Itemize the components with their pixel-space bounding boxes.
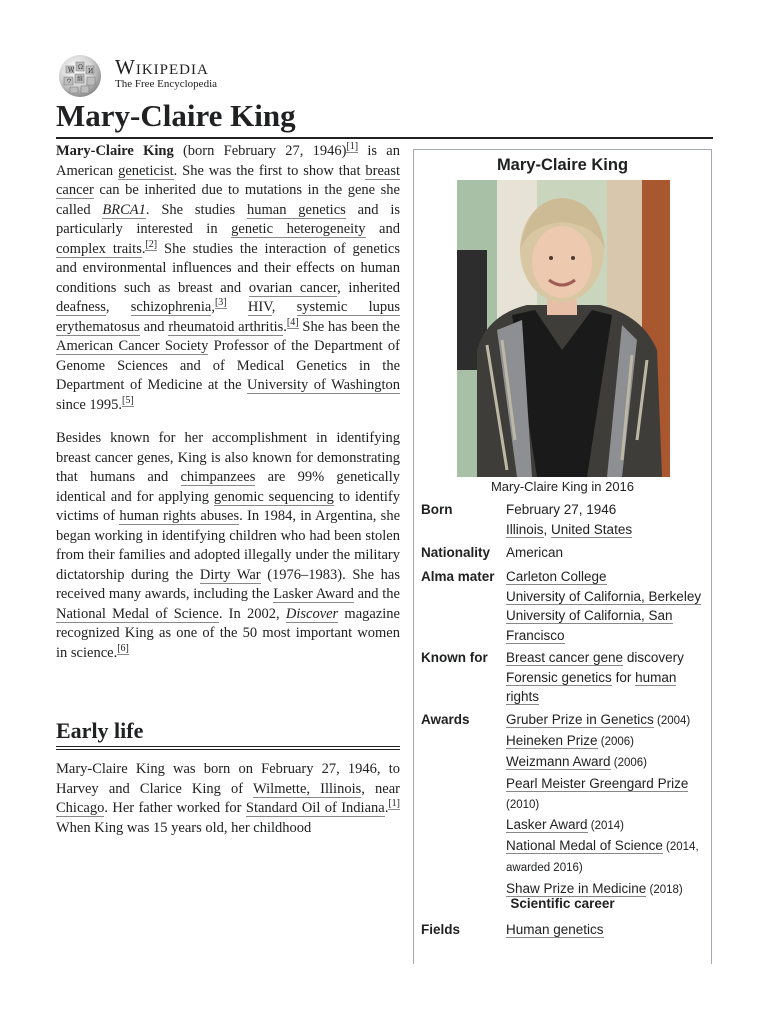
- subject-name: Mary-Claire King: [56, 143, 174, 159]
- wordmark-tagline: The Free Encyclopedia: [115, 78, 218, 90]
- reference-link[interactable]: [4]: [286, 316, 299, 328]
- section-divider: [56, 749, 400, 750]
- link-human-rights-continued[interactable]: rights: [506, 689, 540, 704]
- link-human-genetics[interactable]: human genetics: [247, 201, 346, 218]
- wikipedia-globe-logo[interactable]: [56, 54, 104, 98]
- award-year: (2014): [587, 820, 624, 833]
- award-year: (2014,: [662, 841, 699, 854]
- value-born: [506, 500, 706, 539]
- text: to identify victims of: [56, 488, 400, 524]
- reference-link[interactable]: [2]: [145, 238, 158, 250]
- link-chicago[interactable]: Chicago: [56, 800, 105, 816]
- link-human-rights[interactable]: human: [635, 669, 677, 685]
- lead-paragraph-2: [56, 429, 400, 663]
- link-gruber-prize[interactable]: Gruber Prize in Genetics: [506, 712, 654, 727]
- value-known-for: [506, 648, 706, 707]
- link-schizophrenia[interactable]: schizophrenia: [130, 299, 212, 315]
- link-lupus[interactable]: systemic lupus erythematosus: [56, 299, 401, 335]
- text: discovery: [623, 650, 684, 665]
- link-complex-traits[interactable]: complex traits: [56, 240, 142, 257]
- link-university-of-washington[interactable]: University of Washington: [247, 377, 400, 393]
- title-divider: [56, 137, 713, 139]
- reference-link[interactable]: [1]: [346, 141, 359, 153]
- infobox-subheader-scientific-career: Scientific career: [510, 896, 615, 911]
- text: She studies the interaction of genetics and environmental influences and their effects on human conditions such as breast and: [56, 240, 400, 296]
- value-nationality: American: [506, 545, 564, 560]
- reference-link[interactable]: [5]: [122, 394, 134, 406]
- label-known-for: Known for: [421, 650, 488, 665]
- link-breast-cancer[interactable]: breast cancer: [56, 162, 400, 198]
- text: and is particularly interested in: [56, 201, 400, 237]
- link-dirty-war[interactable]: Dirty War: [199, 566, 261, 583]
- birth-place: [506, 520, 706, 540]
- label-nationality: Nationality: [421, 545, 491, 560]
- portrait-image: [457, 180, 670, 477]
- text: . In 1984, in Argentina, she began working in identifying children who had been stolen from their families and adopted illegally under the military dictatorship during the: [56, 508, 401, 583]
- link-illinois[interactable]: Illinois: [506, 521, 544, 537]
- link-geneticist[interactable]: geneticist: [118, 162, 174, 179]
- award-year: (2018): [646, 883, 683, 896]
- wordmark-title: Wikipedia: [115, 55, 209, 79]
- link-heineken-prize[interactable]: Heineken Prize: [506, 733, 598, 749]
- text: (1976–1983). She has received many awards, including the: [56, 566, 401, 602]
- link-weizmann-award[interactable]: Weizmann Award: [506, 754, 611, 770]
- link-carleton-college[interactable]: Carleton College: [506, 569, 607, 584]
- reference-link[interactable]: [1]: [388, 798, 400, 810]
- link-breast-cancer-gene[interactable]: Breast cancer gene: [506, 650, 624, 665]
- text: is an American: [56, 143, 400, 179]
- infobox-title: Mary-Claire King: [496, 156, 629, 174]
- text: ,: [105, 299, 131, 315]
- link-american-cancer-society[interactable]: American Cancer Society: [56, 338, 209, 354]
- link-national-medal-of-science-infobox[interactable]: National Medal of Science: [506, 838, 663, 854]
- link-standard-oil[interactable]: Standard Oil of Indiana: [245, 800, 385, 816]
- link-lasker-award[interactable]: Lasker Award: [273, 586, 354, 602]
- link-pearl-meister-greengard-prize[interactable]: Pearl Meister Greengard Prize: [506, 775, 689, 791]
- text: and the: [353, 586, 400, 602]
- link-brca1[interactable]: BRCA1: [102, 201, 146, 218]
- link-lasker-award-infobox[interactable]: Lasker Award: [506, 817, 588, 833]
- text: .: [384, 800, 389, 816]
- value-fields: [506, 920, 706, 940]
- link-human-genetics-infobox[interactable]: Human genetics: [506, 922, 604, 937]
- link-ovarian-cancer[interactable]: ovarian cancer: [248, 279, 338, 296]
- birth-date: February 27, 1946: [506, 502, 617, 517]
- label-alma-mater: Alma mater: [421, 569, 495, 584]
- reference-link[interactable]: [6]: [117, 642, 129, 654]
- link-genomic-sequencing[interactable]: genomic sequencing: [213, 488, 334, 505]
- link-national-medal-of-science[interactable]: National Medal of Science: [56, 605, 219, 622]
- text: ,: [211, 299, 215, 315]
- award-year: awarded 2016): [506, 862, 583, 875]
- link-shaw-prize[interactable]: Shaw Prize in Medicine: [506, 880, 647, 896]
- label-awards: Awards: [421, 712, 470, 727]
- text: .: [283, 318, 287, 335]
- link-wilmette[interactable]: Wilmette, Illinois: [253, 780, 362, 797]
- value-awards: [506, 710, 706, 900]
- photo-caption: Mary-Claire King in 2016: [490, 479, 635, 494]
- svg-text:維: 維: [77, 76, 84, 83]
- text: ,: [271, 299, 297, 315]
- link-uc-berkeley[interactable]: University of California, Berkeley: [506, 588, 702, 604]
- wikipedia-wordmark[interactable]: [115, 56, 217, 91]
- award-year: (2006): [597, 736, 634, 749]
- text: magazine recognized King as one of the 50 most important women in science.: [56, 605, 400, 661]
- link-hiv[interactable]: HIV: [247, 299, 272, 315]
- text: , near: [361, 780, 400, 797]
- value-alma-mater: [506, 567, 706, 645]
- text: and: [139, 318, 169, 335]
- text: . She studies: [145, 201, 247, 218]
- svg-text:Ω: Ω: [78, 64, 83, 71]
- svg-text:ウ: ウ: [66, 78, 73, 85]
- text: and: [365, 221, 400, 237]
- section-divider: [56, 746, 400, 747]
- svg-text:И: И: [88, 68, 94, 75]
- link-genetic-heterogeneity[interactable]: genetic heterogeneity: [231, 221, 366, 237]
- award-year: (2010): [506, 798, 540, 811]
- label-fields: Fields: [421, 922, 461, 937]
- reference-link[interactable]: [3]: [214, 297, 227, 309]
- text: . In 2002,: [218, 605, 286, 622]
- text: can be inherited due to mutations in the gene she called: [56, 182, 400, 218]
- text: ,: [543, 521, 552, 537]
- page-title: Mary-Claire King: [56, 98, 296, 133]
- text: . She was the first to show that: [173, 162, 366, 179]
- text: Mary-Claire King was born on February 27, 1946, to Harvey and Clarice King of: [56, 761, 400, 797]
- link-ucsf[interactable]: University of California, San: [506, 608, 673, 623]
- link-chimpanzees[interactable]: chimpanzees: [180, 469, 256, 485]
- link-forensic-genetics[interactable]: Forensic genetics: [506, 669, 612, 685]
- text: for: [611, 669, 636, 685]
- portrait-photo[interactable]: [457, 180, 670, 477]
- link-discover-magazine[interactable]: Discover: [285, 605, 339, 622]
- label-born: Born: [421, 502, 453, 517]
- text: Professor of the Department of Genome Sciences and of Medical Genetics in the Department of Medicine at the: [56, 338, 400, 393]
- link-human-rights-abuses[interactable]: human rights abuses: [119, 508, 240, 524]
- link-rheumatoid-arthritis[interactable]: rheumatoid arthritis: [168, 318, 284, 335]
- text: . Her father worked for: [104, 800, 246, 816]
- text: , inherited: [337, 279, 400, 296]
- infobox: [413, 149, 712, 964]
- text: are 99% genetically identical and for applying: [56, 469, 400, 505]
- early-life-paragraph: [56, 760, 400, 838]
- text: Besides known for her accomplishment in identifying breast cancer genes, King is also known for demonstrating that humans and: [56, 430, 400, 485]
- text: since 1995.: [56, 396, 123, 413]
- award-year: (2004): [653, 715, 691, 727]
- text: .: [141, 240, 146, 257]
- award-year: (2006): [610, 757, 647, 770]
- text: She has been the: [298, 318, 400, 335]
- section-heading-early-life: Early life: [56, 718, 144, 743]
- lead-paragraph-1: [56, 142, 400, 415]
- article-lead: [56, 142, 400, 663]
- text: [227, 299, 248, 315]
- link-deafness[interactable]: deafness: [56, 299, 106, 315]
- svg-text:W: W: [68, 67, 75, 74]
- text: When King was 15 years old, her childhood: [56, 819, 312, 836]
- link-united-states[interactable]: United States: [551, 521, 633, 537]
- text: (born February 27, 1946): [173, 143, 347, 159]
- link-ucsf-continued[interactable]: Francisco: [506, 627, 565, 643]
